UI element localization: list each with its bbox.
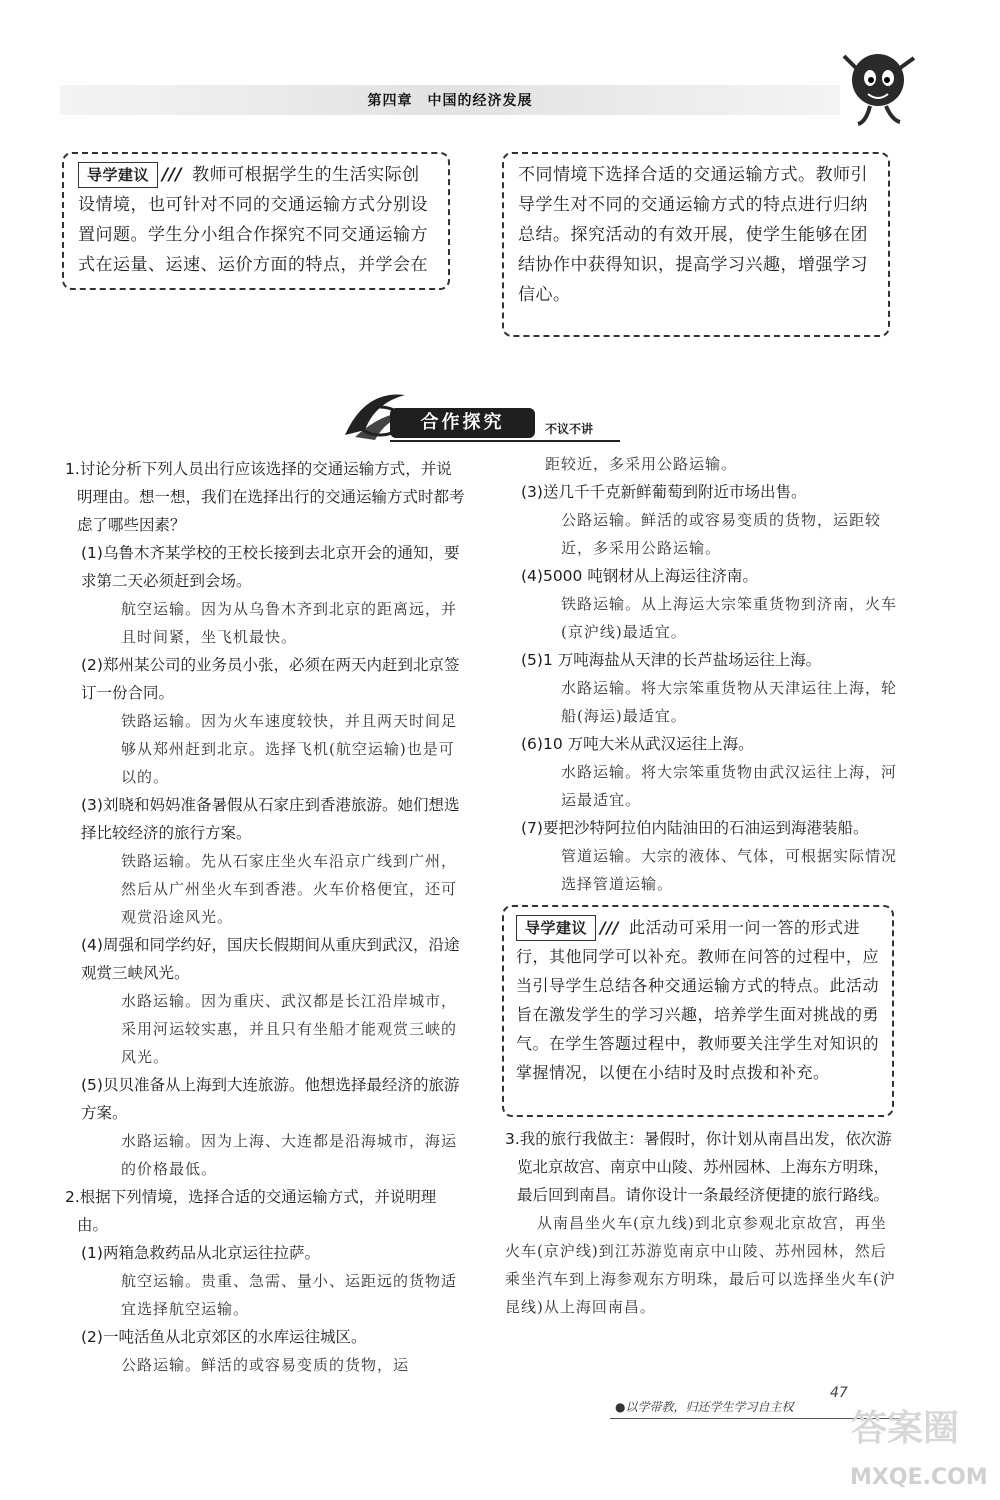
- watermark: 答案圈: [850, 1408, 959, 1449]
- advice-top-right-text: 不同情境下选择合适的交通运输方式。教师引导学生对不同的交通运输方式的特点进行归纳总结。探究活动的有效开展，使学生能够在团结协作中获得知识，提高学习兴趣，增强学习信心。: [518, 165, 868, 305]
- advice-slashes: ///: [162, 165, 183, 185]
- answer-1-3: 铁路运输。先从石家庄坐火车沿京广线到广州，然后从广州坐火车到香港。火车价格便宜，还可观赏沿途风光。: [121, 852, 458, 926]
- footer-slogan: ●以学带教，归还学生学习自主权: [615, 1400, 794, 1414]
- mascot-icon: [830, 38, 930, 138]
- question-2-5: (5)1 万吨海盐从天津的长芦盐场运往上海。: [521, 651, 822, 669]
- question-2-3: (3)送几千千克新鲜葡萄到附近市场出售。: [521, 483, 807, 501]
- right-column: [505, 450, 900, 898]
- answer-1-1: 航空运输。因为从乌鲁木齐到北京的距离远，并且时间紧，坐飞机最快。: [121, 600, 458, 646]
- section-tag: 不议不讲: [545, 422, 594, 436]
- advice-box-bottom: [502, 905, 894, 1117]
- chapter-title: 第四章 中国的经济发展: [367, 93, 533, 109]
- advice-box-top-right: [502, 152, 890, 337]
- answer-2-1: 航空运输。贵重、急需、量小、运距远的货物适宜选择航空运输。: [121, 1272, 458, 1318]
- question-1-1: (1)乌鲁木齐某学校的王校长接到去北京开会的通知，要求第二天必须赶到会场。: [81, 544, 460, 590]
- answer-2-7: 管道运输。大宗的液体、气体，可根据实际情况选择管道运输。: [561, 847, 898, 893]
- answer-1-2: 铁路运输。因为火车速度较快，并且两天时间足够从郑州赶到北京。选择飞机(航空运输)也是可以的。: [121, 712, 458, 786]
- answer-2-6: 水路运输。将大宗笨重货物由武汉运往上海，河运最适宜。: [561, 763, 898, 809]
- question-1-3: (3)刘晓和妈妈准备暑假从石家庄到香港旅游。她们想选择比较经济的旅行方案。: [81, 796, 460, 842]
- answer-2-2-end: 距较近，多采用公路运输。: [545, 455, 738, 473]
- advice-bottom-text: 此活动可采用一问一答的形式进行，其他同学可以补充。教师在问答的过程中，应当引导学生总结各种交通运输方式的特点。此活动旨在激发学生的学习兴趣，培养学生面对挑战的勇气。在学生答题过程中，教师要关注学生对知识的掌握情况，以便在小结时及时点拨和补充。: [516, 918, 880, 1082]
- section-underline: [390, 440, 620, 442]
- answer-2-3: 公路运输。鲜活的或容易变质的货物，运距较近，多采用公路运输。: [561, 511, 882, 557]
- section-title: 合作探究: [390, 408, 535, 438]
- question-2-1: (1)两箱急救药品从北京运往拉萨。: [81, 1244, 320, 1262]
- question-1-5: (5)贝贝准备从上海到大连旅游。他想选择最经济的旅游方案。: [81, 1076, 460, 1122]
- advice-box-top-left: [62, 152, 450, 290]
- answer-2-2-start: 公路运输。鲜活的或容易变质的货物，运: [121, 1356, 410, 1374]
- question-1: 1.讨论分析下列人员出行应该选择的交通运输方式，并说明理由。想一想，我们在选择出行的交通运输方式时都考虑了哪些因素？: [65, 460, 465, 534]
- advice-bottom-tag: 导学建议: [516, 915, 596, 941]
- advice-tag: 导学建议: [78, 162, 158, 188]
- answer-1-5: 水路运输。因为上海、大连都是沿海城市，海运的价格最低。: [121, 1132, 458, 1178]
- advice-top-left-text: 教师可根据学生的生活实际创设情境，也可针对不同的交通运输方式分别设置问题。学生分小组合作探究不同交通运输方式在运量、运速、运价方面的特点，并学会在: [78, 165, 428, 275]
- answer-3: 从南昌坐火车(京九线)到北京参观北京故宫，再坐火车(京沪线)到江苏游览南京中山陵、苏州园林，然后乘坐汽车到上海参观东方明珠，最后可以选择坐火车(沪昆线)从上海回南昌。: [505, 1214, 896, 1316]
- question-2-6: (6)10 万吨大米从武汉运往上海。: [521, 735, 754, 753]
- left-column: [65, 455, 465, 1379]
- question-1-4: (4)周强和同学约好，国庆长假期间从重庆到武汉，沿途观赏三峡风光。: [81, 936, 460, 982]
- question-2-7: (7)要把沙特阿拉伯内陆油田的石油运到海港装船。: [521, 819, 869, 837]
- question-2-4: (4)5000 吨钢材从上海运往济南。: [521, 567, 758, 585]
- question-3-block: [505, 1125, 900, 1321]
- page-number: 47: [830, 1385, 848, 1401]
- watermark-url: MXQE.COM: [850, 1465, 988, 1490]
- advice-bottom-slashes: ///: [600, 918, 620, 937]
- answer-1-4: 水路运输。因为重庆、武汉都是长江沿岸城市，采用河运较实惠，并且只有坐船才能观赏三峡的风光。: [121, 992, 458, 1066]
- answer-2-4: 铁路运输。从上海运大宗笨重货物到济南，火车(京沪线)最适宜。: [561, 595, 898, 641]
- answer-2-5: 水路运输。将大宗笨重货物从天津运往上海，轮船(海运)最适宜。: [561, 679, 898, 725]
- question-1-2: (2)郑州某公司的业务员小张，必须在两天内赶到北京签订一份合同。: [81, 656, 460, 702]
- question-2-2: (2)一吨活鱼从北京郊区的水库运往城区。: [81, 1328, 367, 1346]
- question-2: 2.根据下列情境，选择合适的交通运输方式，并说明理由。: [65, 1188, 437, 1234]
- question-3: 3.我的旅行我做主：暑假时，你计划从南昌出发，依次游览北京故宫、南京中山陵、苏州园林、上海东方明珠，最后回到南昌。请你设计一条最经济便捷的旅行路线。: [505, 1130, 892, 1204]
